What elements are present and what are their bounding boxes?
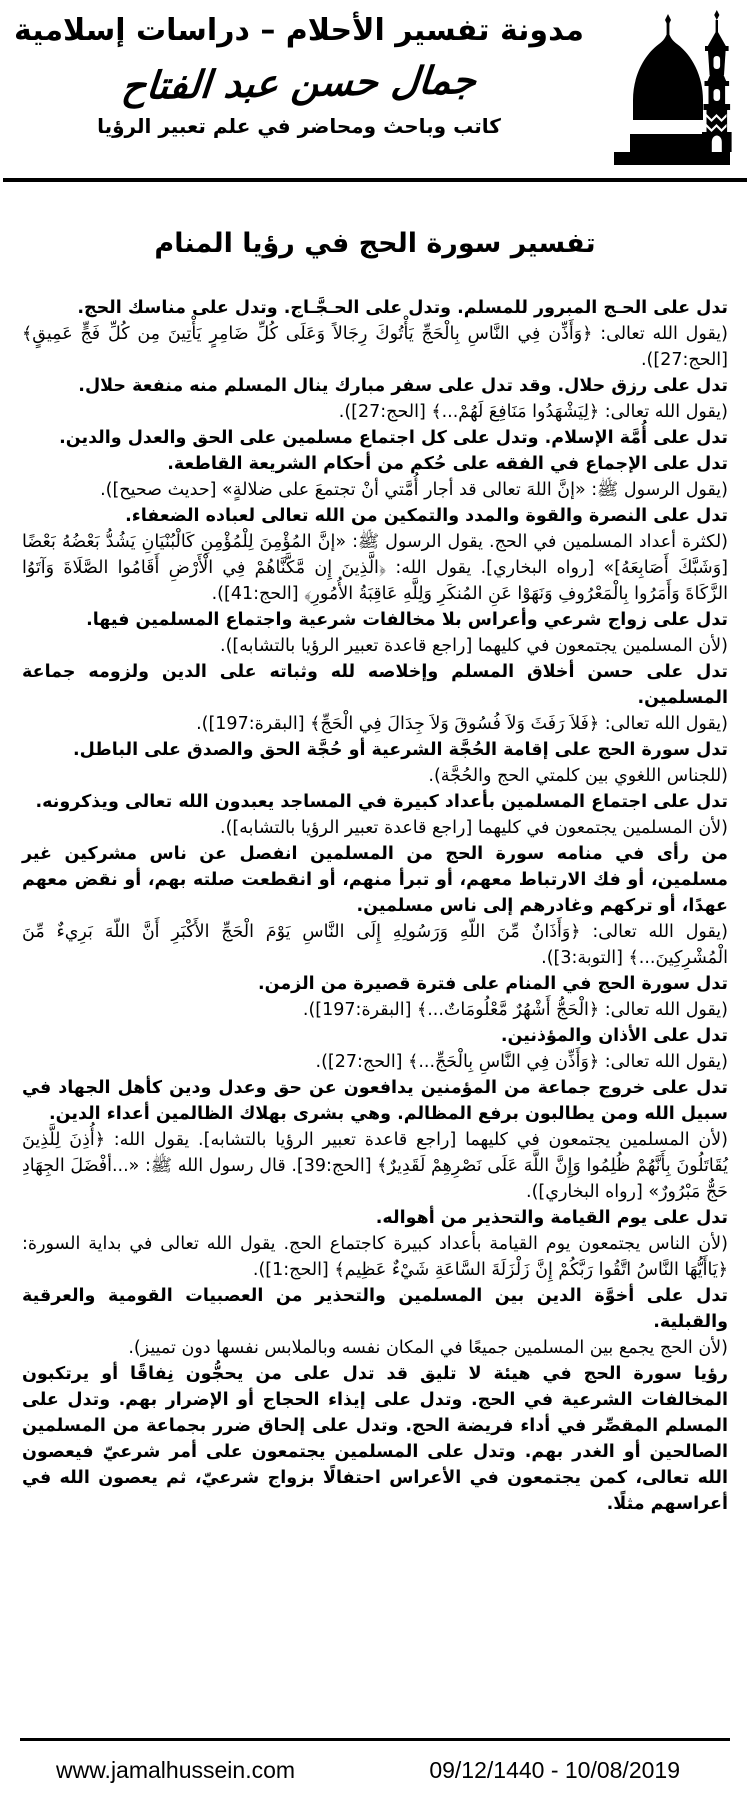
footer-divider: [20, 1738, 730, 1741]
header-divider: [3, 178, 747, 182]
ruling-paragraph: من رأى في منامه سورة الحج من المسلمين انفصل عن ناس مشركين غير مسلمين، أو فك الارتباط معهم، أو تبرأ منهم، أو انقطعت صلته بهم، أو نقض معهم عهدًا، أو تركهم وغادرهم إلى ناس مسلمين.: [22, 844, 728, 916]
publish-dates: 09/12/1440 - 10/08/2019: [429, 1757, 680, 1783]
header-text-block: [0, 14, 598, 138]
ruling-paragraph: تدل على الحـج المبرور للمسلم. وتدل على الحـجَّـاج. وتدل على مناسك الحج.: [77, 298, 728, 318]
website-link[interactable]: www.jamalhussein.com: [56, 1757, 296, 1783]
header: [0, 0, 750, 172]
evidence-paragraph: (لأن المسلمين يجتمعون في كليهما [راجع قاعدة تعبير الرؤيا بالتشابه]).: [220, 818, 728, 838]
ruling-paragraph: تدل على اجتماع المسلمين بأعداد كبيرة في المساجد يعبدون الله تعالى ويذكرونه.: [35, 792, 728, 812]
ruling-paragraph: تدل على الإجماع في الفقه على حُكم من أحكام الشريعة القاطعة.: [167, 454, 728, 474]
blog-title: مدونة تفسير الأحلام – دراسات إسلامية: [14, 13, 584, 48]
ruling-paragraph: تدل على النصرة والقوة والمدد والتمكين من الله تعالى لعباده الضعفاء.: [125, 506, 728, 526]
ruling-paragraph: رؤيا سورة الحج في هيئة لا تليق قد تدل على من يحجُّون نِفاقًا أو يرتكبون المخالفات الشرعية في الحج. وتدل على إيذاء الحجاج أو الإضرار بهم. وتدل على المسلم المقصِّر في أداء فريضة الحج. وتدل على إلحاق ضرر بجماعة من المسلمين الصالحين أو الغدر بهم. وتدل على المسلمين يجتمعون على أمر شرعيّ فيعصون الله تعالى، كمن يجتمعون في الأعراس احتفالًا بزواج شرعيّ، ثم يعصون الله في أعراسهم مثلًا.: [22, 1364, 728, 1514]
evidence-paragraph: (لأن الحج يجمع بين المسلمين جميعًا في المكان نفسه وبالملابس نفسها دون تمييز).: [128, 1338, 728, 1358]
article-body: [0, 295, 750, 1517]
evidence-paragraph: (يقول الرسول ﷺ: «إنَّ اللهَ تعالى قد أجار أُمَّتي أنْ تجتمعَ على ضلالةٍ» [حديث صحيح]).: [100, 480, 728, 500]
evidence-paragraph: (لأن المسلمين يجتمعون في كليهما [راجع قاعدة تعبير الرؤيا بالتشابه]).: [220, 636, 728, 656]
evidence-paragraph: (لكثرة أعداد المسلمين في الحج. يقول الرسول ﷺ: «إنَّ المُؤْمِنَ لِلْمُؤْمِنِ كَالْبُنْيَانِ يَشُدُّ بَعْضُهُ بَعْضًا [وَشَبَّكَ أَصَابِعَهُ]» [رواه البخاري]. يقول الله: ﴿الَّذِينَ إِن مَّكَّنَّاهُمْ فِي الْأَرْضِ أَقَامُوا الصَّلَاةَ وَآتَوُا الزَّكَاةَ وَأَمَرُوا بِالْمَعْرُوفِ وَنَهَوْا عَنِ المُنكَرِ وَلِلَّهِ عَاقِبَةُ الأُمُورِ﴾ [الحج:41]).: [22, 532, 728, 604]
evidence-paragraph: (يقول الله تعالى: ﴿وَأَذِّن فِي النَّاسِ بِالْحَجِّ يَأْتُوكَ رِجَالاً وَعَلَى كُلِّ ضَامِرٍ يَأْتِينَ مِن كُلِّ فَجٍّ عَمِيقٍ﴾ [الحج:27]).: [22, 324, 728, 370]
article-title: تفسير سورة الحج في رؤيا المنام: [154, 228, 596, 259]
author-signature: جمال حسن عبد الفتاح: [120, 57, 479, 108]
ruling-paragraph: تدل على حسن أخلاق المسلم وإخلاصه لله وثباته على الدين ولزومه جماعة المسلمين.: [22, 662, 728, 708]
ruling-paragraph: تدل على أُمَّة الإسلام. وتدل على كل اجتماع مسلمين على الحق والعدل والدين.: [59, 428, 728, 448]
ruling-paragraph: تدل سورة الحج في المنام على فترة قصيرة من الزمن.: [257, 974, 728, 994]
evidence-paragraph: (لأن الناس يجتمعون يوم القيامة بأعداد كبيرة كاجتماع الحج. يقول الله تعالى في بداية السورة: ﴿يَاأَيُّهَا النَّاسُ اتَّقُوا رَبَّكُمْ إِنَّ زَلْزَلَةَ السَّاعَةِ شَيْءٌ عَظِيم﴾ [الحج:1]).: [22, 1234, 728, 1280]
ruling-paragraph: تدل على الأذان والمؤذنين.: [500, 1026, 728, 1046]
evidence-paragraph: (للجناس اللغوي بين كلمتي الحج والحُجَّة).: [428, 766, 728, 786]
ruling-paragraph: تدل على رزق حلال. وقد تدل على سفر مبارك ينال المسلم منه منفعة حلال.: [78, 376, 728, 396]
evidence-paragraph: (يقول الله تعالى: ﴿الْحَجُّ أَشْهُرٌ مَّعْلُومَاتٌ...﴾ [البقرة:197]).: [302, 1000, 728, 1020]
ruling-paragraph: تدل سورة الحج على إقامة الحُجَّة الشرعية أو حُجَّة الحق والصدق على الباطل.: [73, 740, 728, 760]
evidence-paragraph: (يقول الله تعالى: ﴿فَلاَ رَفَثَ وَلاَ فُسُوقَ وَلاَ جِدَالَ فِي الْحَجِّ﴾ [البقرة:197]).: [196, 714, 728, 734]
ruling-paragraph: تدل على زواج شرعي وأعراس بلا مخالفات شرعية واجتماع المسلمين فيها.: [86, 610, 728, 630]
author-subtitle: كاتب وباحث ومحاضر في علم تعبير الرؤيا: [97, 114, 501, 139]
ruling-paragraph: تدل على يوم القيامة والتحذير من أهواله.: [375, 1208, 728, 1228]
footer-row: [0, 1757, 750, 1784]
mosque-icon: [596, 6, 746, 166]
evidence-paragraph: (يقول الله تعالى: ﴿لِيَشْهَدُوا مَنَافِعَ لَهُمْ...﴾ [الحج:27]).: [338, 402, 728, 422]
evidence-paragraph: (لأن المسلمين يجتمعون في كليهما [راجع قاعدة تعبير الرؤيا بالتشابه]. يقول الله: ﴿أُذِنَ لِلَّذِينَ يُقَاتَلُونَ بِأَنَّهُمْ ظُلِمُوا وَإِنَّ اللَّهَ عَلَى نَصْرِهِمْ لَقَدِيرٌ﴾ [الحج:39]. قال رسول الله ﷺ: «...أفْضَلَ الجِهَادِ حَجٌّ مَبْرُورٌ» [رواه البخاري]).: [22, 1130, 728, 1202]
evidence-paragraph: (يقول الله تعالى: ﴿وَأَذَانٌ مِّنَ اللّهِ وَرَسُولِهِ إِلَى النَّاسِ يَوْمَ الْحَجِّ الأَكْبَرِ أَنَّ اللّهَ بَرِيءٌ مِّنَ الْمُشْرِكِينَ...﴾ [التوبة:3]).: [22, 922, 728, 968]
ruling-paragraph: تدل على خروج جماعة من المؤمنين يدافعون عن حق وعدل ودين كأهل الجهاد في سبيل الله ومن يطالبون برفع المظالم. وهي بشرى بهلاك الظالمين أعداء الدين.: [22, 1078, 728, 1124]
footer: [0, 1738, 750, 1784]
ruling-paragraph: تدل على أخوَّة الدين بين المسلمين والتحذير من العصبيات القومية والعرقية والقبلية.: [22, 1286, 728, 1332]
evidence-paragraph: (يقول الله تعالى: ﴿وَأَذِّن فِي النَّاسِ بِالْحَجِّ...﴾ [الحج:27]).: [315, 1052, 728, 1072]
